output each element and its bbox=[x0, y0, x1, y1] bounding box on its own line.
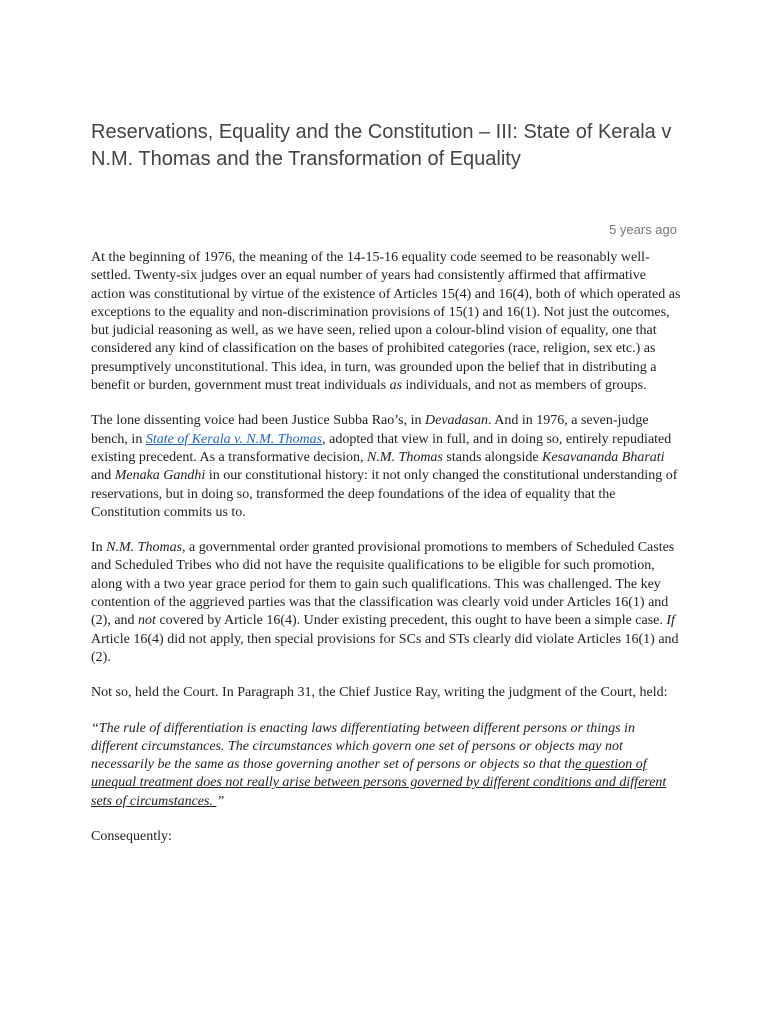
text: stands alongside bbox=[442, 449, 543, 465]
paragraph-4: Not so, held the Court. In Paragraph 31, the Chief Justice Ray, writing the judgment of the Court, held: bbox=[91, 685, 668, 701]
case-name: N.M. Thomas bbox=[367, 449, 443, 465]
post-date: 5 years ago bbox=[609, 222, 677, 237]
paragraph-5: Consequently: bbox=[91, 829, 172, 845]
case-name: Kesavananda Bharati bbox=[542, 449, 665, 465]
text: and bbox=[91, 468, 115, 484]
text: In bbox=[91, 540, 107, 556]
text: Article 16(4) did not apply, then special provisions for SCs and STs clearly did violate Articles 16(1) and (2). bbox=[91, 631, 679, 665]
emphasis: If bbox=[666, 613, 675, 629]
text: , adopted that view in full, and in doing so, entirely repudiated existing precedent. As a transformative decision, bbox=[91, 431, 672, 465]
text: covered by Article 16(4). Under existing precedent, this ought to have been a simple case. bbox=[155, 613, 667, 629]
block-quote bbox=[91, 720, 681, 811]
article-body bbox=[91, 249, 681, 863]
emphasis: not bbox=[138, 613, 156, 629]
paragraph-3 bbox=[91, 539, 681, 667]
text: individuals, and not as members of groups. bbox=[402, 378, 647, 394]
quote-text: “The rule of differentiation is enacting laws differentiating between different persons or things in different circumstances. The circumstances which govern one set of persons or objects may not necessarily be the same as those governing another set of persons or objects so that th bbox=[91, 720, 636, 773]
text: The lone dissenting voice had been Justice Subba Rao’s, in bbox=[91, 413, 425, 429]
post-title: Reservations, Equality and the Constitution – III: State of Kerala v N.M. Thomas and the Transformation of Equality bbox=[91, 121, 672, 170]
paragraph-1 bbox=[91, 249, 681, 395]
emphasis: as bbox=[389, 378, 403, 394]
text: in our constitutional history: it not only changed the constitutional understanding of reservations, but in doing so, transformed the deep foundations of the idea of equality that the Constitution commits us to. bbox=[91, 468, 678, 520]
paragraph-2 bbox=[91, 412, 681, 522]
case-name: Menaka Gandhi bbox=[114, 468, 206, 484]
case-link[interactable]: State of Kerala v. N.M. Thomas bbox=[145, 431, 323, 447]
case-name: Devadasan bbox=[425, 413, 488, 429]
case-name: N.M. Thomas bbox=[106, 540, 183, 556]
text: , a governmental order granted provisional promotions to members of Scheduled Castes and Scheduled Tribes who did not have the requisite qualifications to be eligible for such promotion, along with a two year grace period for them to gain such qualifications. This was challenged. The key contention of the aggrieved parties was that the classification was clearly void under Articles 16(1) and (2), and bbox=[91, 540, 675, 629]
quote-close: ” bbox=[216, 793, 225, 809]
text: At the beginning of 1976, the meaning of the 14-15-16 equality code seemed to be reasonably well-settled. Twenty-six judges over an equal number of years had consistently affirmed that affirmative action was constitutional by virtue of the existence of Articles 15(4) and 16(4), both of which operated as exceptions to the equality and non-discrimination provisions of 15(1) and 16(1). Not just the outcomes, but judicial reasoning as well, as we have seen, relied upon a colour-blind vision of equality, one that considered any kind of classification on the bases of prohibited categories (race, religion, sex etc.) as presumptively unconstitutional. This idea, in turn, was grounded upon the belief that in distributing a benefit or burden, government must treat individuals bbox=[91, 250, 681, 394]
quote-underlined: e question of unequal treatment does not really arise between persons governed by different conditions and different sets of circumstances. bbox=[91, 757, 667, 809]
text: . And in 1976, a seven-judge bench, in bbox=[91, 413, 649, 447]
